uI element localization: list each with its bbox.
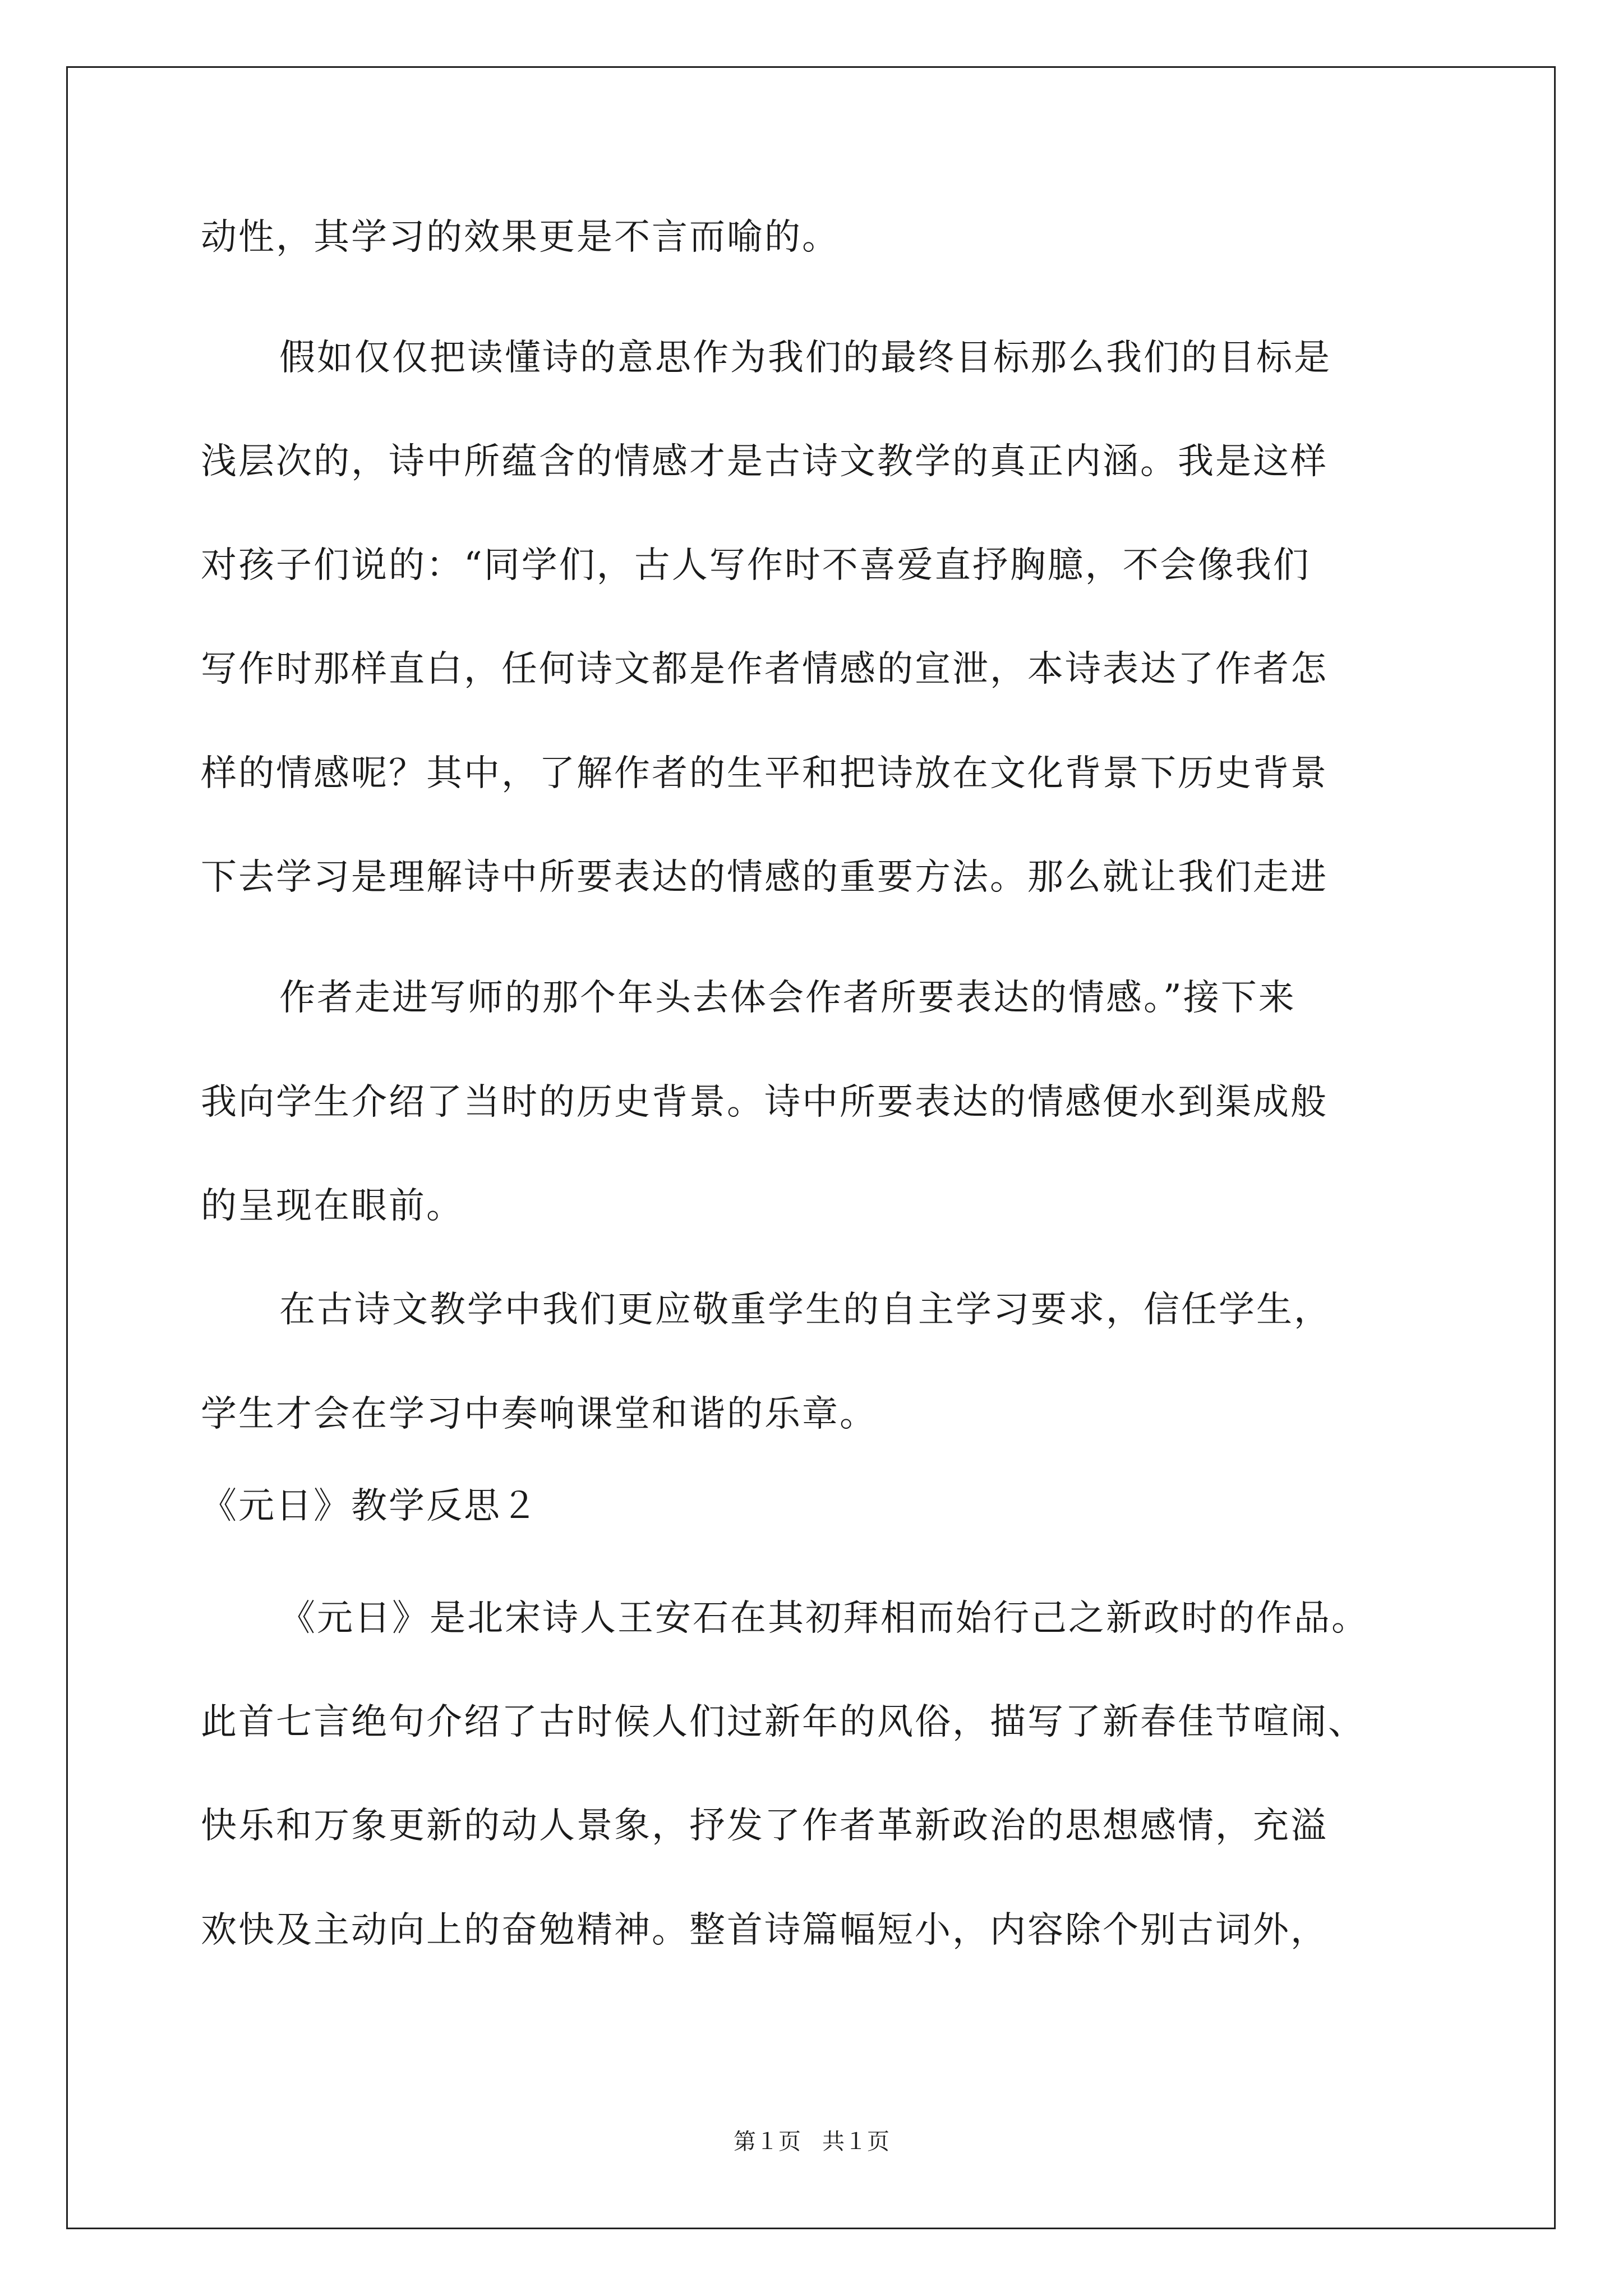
body-text-line: 假如仅仅把读懂诗的意思作为我们的最终目标那么我们的目标是 [279,337,1331,379]
body-text-line: 此首七言绝句介绍了古时候人们过新年的风俗，描写了新春佳节喧闹、 [201,1701,1366,1743]
body-text-line: 浅层次的，诗中所蕴含的情感才是古诗文教学的真正内涵。我是这样 [201,441,1328,482]
page-footer [0,2126,1623,2157]
body-text-line: 快乐和万象更新的动人景象，抒发了作者革新政治的思想感情，充溢 [201,1805,1328,1847]
body-text-line: 《元日》是北宋诗人王安石在其初拜相而始行己之新政时的作品。 [279,1598,1369,1639]
body-text-line: 学生才会在学习中奏响课堂和谐的乐章。 [201,1393,877,1435]
body-text-line: 动性，其学习的效果更是不言而喻的。 [201,217,840,258]
body-text-line: 对孩子们说的：“同学们，古人写作时不喜爱直抒胸臆，不会像我们 [201,545,1311,586]
body-text-line: 作者走进写师的那个年头去体会作者所要表达的情感。”接下来 [279,977,1296,1019]
body-text-line: 样的情感呢？其中，了解作者的生平和把诗放在文化背景下历史背景 [201,753,1328,794]
body-text-line: 写作时那样直白，任何诗文都是作者情感的宣泄，本诗表达了作者怎 [201,648,1328,690]
body-text-line: 的呈现在眼前。 [201,1185,464,1227]
body-text-line: 下去学习是理解诗中所要表达的情感的重要方法。那么就让我们走进 [201,857,1328,898]
body-text-line: 欢快及主动向上的奋勉精神。整首诗篇幅短小，内容除个别古词外， [201,1910,1328,1951]
body-text-line: 在古诗文教学中我们更应敬重学生的自主学习要求，信任学生， [279,1289,1331,1331]
section-heading: 《元日》教学反思２ [201,1485,539,1527]
page-number-current: 第１页 [734,2129,801,2154]
body-text-line: 我向学生介绍了当时的历史背景。诗中所要表达的情感便水到渠成般 [201,1082,1328,1123]
page-number-total: 共１页 [822,2129,889,2154]
